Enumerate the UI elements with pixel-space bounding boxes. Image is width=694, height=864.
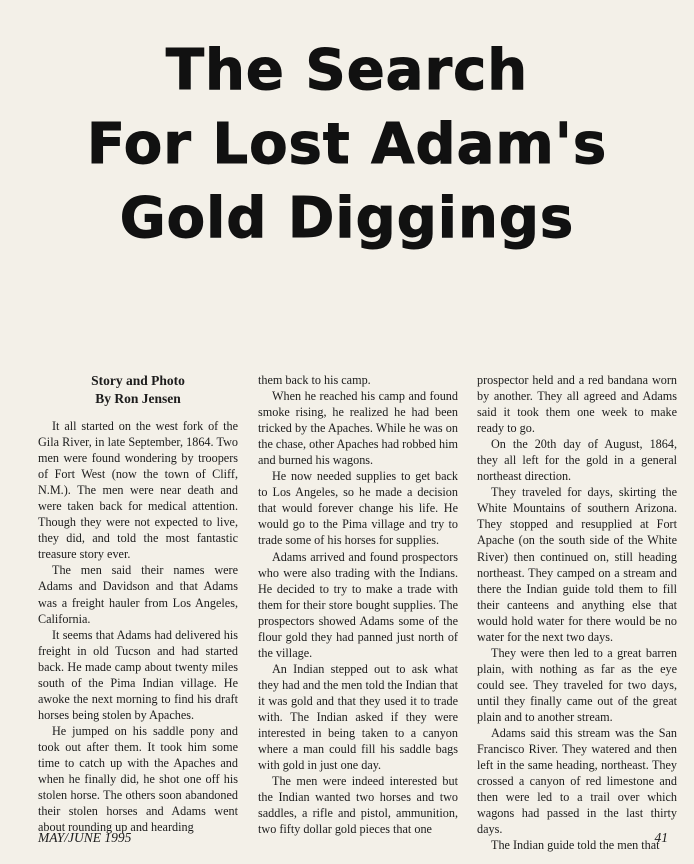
paragraph: When he reached his camp and found smoke rising, he realized he had been tricked by the Apaches. While he was on the chase, other Apaches had robbed him and burned his wagons. <box>258 389 459 468</box>
page-number: 41 <box>654 830 668 845</box>
paragraph: The Indian guide told the men that <box>491 838 660 853</box>
paragraph-continued: prospector held and a red bandana worn by another. They all agreed and Adams said it took them one week to make ready to go. <box>477 373 677 436</box>
paragraph: The men said their names were Adams and Davidson and that Adams was a freight hauler from Los Angeles, California. <box>38 563 238 626</box>
byline-author: By Ron Jensen <box>95 391 181 406</box>
column-2 <box>258 372 458 837</box>
column-3 <box>477 372 677 853</box>
byline-line-1: Story and Photo <box>91 373 185 388</box>
article-title <box>0 34 694 256</box>
paragraph: He now needed supplies to get back to Los Angeles, so he made a decision that would forever change his life. He would go to the Pima village and try to trade some of his horses for supplies. <box>258 469 458 548</box>
issue-date: MAY/JUNE 1995 <box>38 830 132 845</box>
paragraph-continued: them back to his camp. <box>258 373 371 387</box>
paragraph: They were then led to a great barren plain, with nothing as far as the eye could see. They traveled for two days, until they finally came out of the great plain and to another stream. <box>477 645 677 724</box>
title-line-1: The Search <box>165 38 529 103</box>
paragraph: It seems that Adams had delivered his freight in old Tucson and had started back. He made camp about twenty miles south of the Pima Indian village. He awoke the next morning to find his draft horses being stolen by Apaches. <box>38 627 238 722</box>
title-line-3: Gold Diggings <box>119 186 575 251</box>
paragraph: He jumped on his saddle pony and took out after them. It took him some time to catch up with the Apaches and when he finally did, he shot one off his stolen horse. The others soon abandoned their stolen horses and Adams went about rounding up and hearding <box>38 723 238 835</box>
paragraph: On the 20th day of August, 1864, they all left for the gold in a general northeast direction. <box>477 437 677 484</box>
paragraph: Adams said this stream was the San Francisco River. They watered and then left in the same heading, northeast. They crossed a canyon of red limestone and then were led to a trail over which wagons had passed in the last thirty days. <box>477 726 677 837</box>
paragraph: An Indian stepped out to ask what they had and the men told the Indian that it was gold and that they used it to trade with. The Indian asked if they were interested in being taken to a canyon where a man could fill his saddle bags with gold in just one day. <box>258 661 458 773</box>
title-line-2: For Lost Adam's <box>86 112 608 177</box>
paragraph: The men were indeed interested but the Indian wanted two horses and two saddles, a rifle and pistol, ammunition, two fifty dollar gold pieces that one <box>258 774 458 837</box>
byline <box>38 372 238 408</box>
paragraph: They traveled for days, skirting the White Mountains of southern Arizona. They stopped and resupplied at Fort Apache (on the south side of the White River) then continued on, still heading northeast. They camped on a stream and there the Indian guide told them to fill their canteens and anything else that would hold water for there would be no water for the next two days. <box>477 485 677 644</box>
paragraph: Adams arrived and found prospectors who were also trading with the Indians. He decided to try to make a trade with them for their store bought supplies. The prospectors showed Adams some of the flour gold they had panned just north of the village. <box>258 549 458 660</box>
column-1 <box>38 372 238 835</box>
paragraph: It all started on the west fork of the Gila River, in late September, 1864. Two men were found wondering by troopers of Fort West (now the town of Cliff, N.M.). The men were near death and were taken back for medical attention. Though they were not expected to live, they did, and told the most fantastic treasure story ever. <box>38 419 238 562</box>
